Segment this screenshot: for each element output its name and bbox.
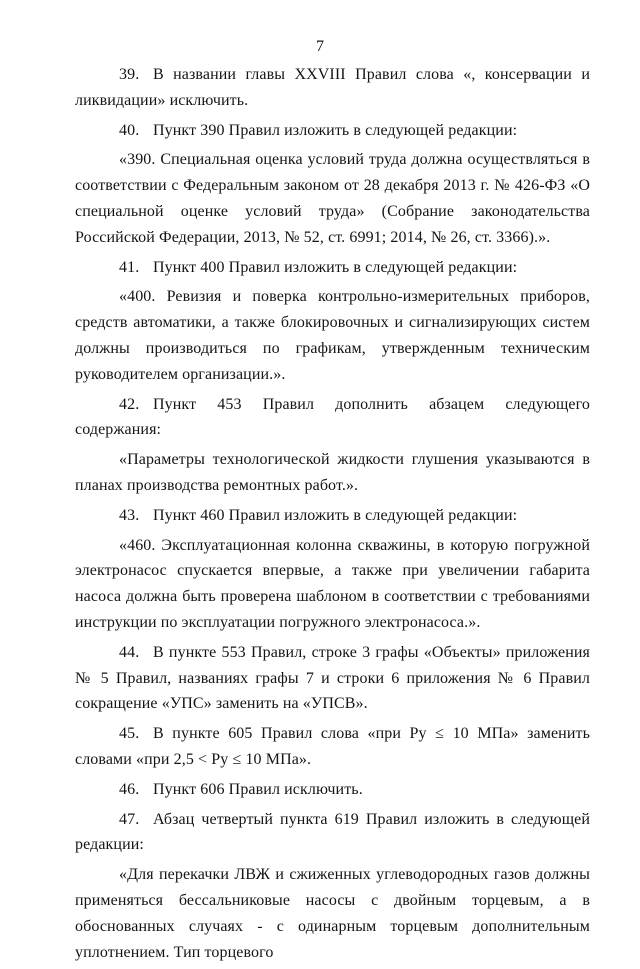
paragraph-39 [75, 62, 590, 114]
paragraph-text: В пункте 553 Правил, строке 3 графы «Объекты» приложения № 5 Правил, названиях графы 7 и строки 6 приложения № 6 Правил сокращение «УПС» заменить на «УПСВ». [75, 643, 590, 713]
paragraph-text: Пункт 453 Правил дополнить абзацем следующего содержания: [75, 395, 590, 439]
document-body [75, 62, 590, 969]
paragraph-40 [75, 118, 590, 144]
paragraph-text: «390. Специальная оценка условий труда должна осуществляться в соответствии с Федеральным законом от 28 декабря 2013 г. № 426-ФЗ «О специальной оценке условий труда» (Собрание законодательства Российской Федерации, 2013, № 52, ст. 6991; 2014, № 26, ст. 3366).». [75, 151, 590, 246]
paragraph-number: 47. [119, 810, 140, 828]
paragraph-number: 40. [119, 121, 140, 139]
paragraph-text: «Параметры технологической жидкости глушения указываются в планах производства ремонтных работ.». [75, 451, 590, 494]
paragraph-43 [75, 503, 590, 529]
paragraph-text: Пункт 390 Правил изложить в следующей редакции: [153, 121, 518, 139]
paragraph-42 [75, 392, 590, 444]
quote-453 [75, 447, 590, 499]
paragraph-41 [75, 255, 590, 281]
paragraph-number: 43. [119, 506, 140, 524]
paragraph-text: В пункте 605 Правил слова «при Ру ≤ 10 МПа» заменить словами «при 2,5 < Ру ≤ 10 МПа». [75, 725, 590, 768]
quote-619 [75, 862, 590, 965]
paragraph-text: В названии главы XXVIII Правил слова «, консервации и ликвидации» исключить. [75, 66, 590, 109]
paragraph-text: Пункт 400 Правил изложить в следующей редакции: [153, 258, 518, 276]
page-number: 7 [316, 38, 324, 55]
paragraph-45 [75, 721, 590, 773]
paragraph-46 [75, 777, 590, 803]
paragraph-text: «400. Ревизия и поверка контрольно-измерительных приборов, средств автоматики, а также блокировочных и сигнализирующих систем должны производиться по графикам, утвержденным техническим руководителем организации.». [75, 288, 590, 383]
paragraph-number: 44. [119, 643, 140, 661]
paragraph-text: Абзац четвертый пункта 619 Правил изложить в следующей редакции: [75, 810, 590, 854]
paragraph-44 [75, 640, 590, 717]
paragraph-text: Пункт 606 Правил исключить. [153, 780, 363, 798]
paragraph-47 [75, 807, 590, 859]
quote-460 [75, 533, 590, 636]
paragraph-number: 41. [119, 258, 140, 276]
quote-400 [75, 284, 590, 387]
paragraph-text: Пункт 460 Правил изложить в следующей редакции: [153, 506, 518, 524]
paragraph-number: 42. [119, 395, 140, 413]
paragraph-text: «460. Эксплуатационная колонна скважины, в которую погружной электронасос спускается впервые, а также при увеличении габарита насоса должна быть проверена шаблоном в соответствии с требованиями инструкции по эксплуатации погружного электронасоса.». [75, 536, 590, 631]
paragraph-text: «Для перекачки ЛВЖ и сжиженных углеводородных газов должны применяться бессальниковые насосы с двойным торцевым, а в обоснованных случаях - с одинарным торцевым дополнительным уплотнением. Тип торцевого [75, 866, 590, 961]
paragraph-number: 46. [119, 780, 140, 798]
quote-390 [75, 147, 590, 250]
paragraph-number: 45. [119, 725, 140, 743]
paragraph-number: 39. [119, 66, 140, 83]
